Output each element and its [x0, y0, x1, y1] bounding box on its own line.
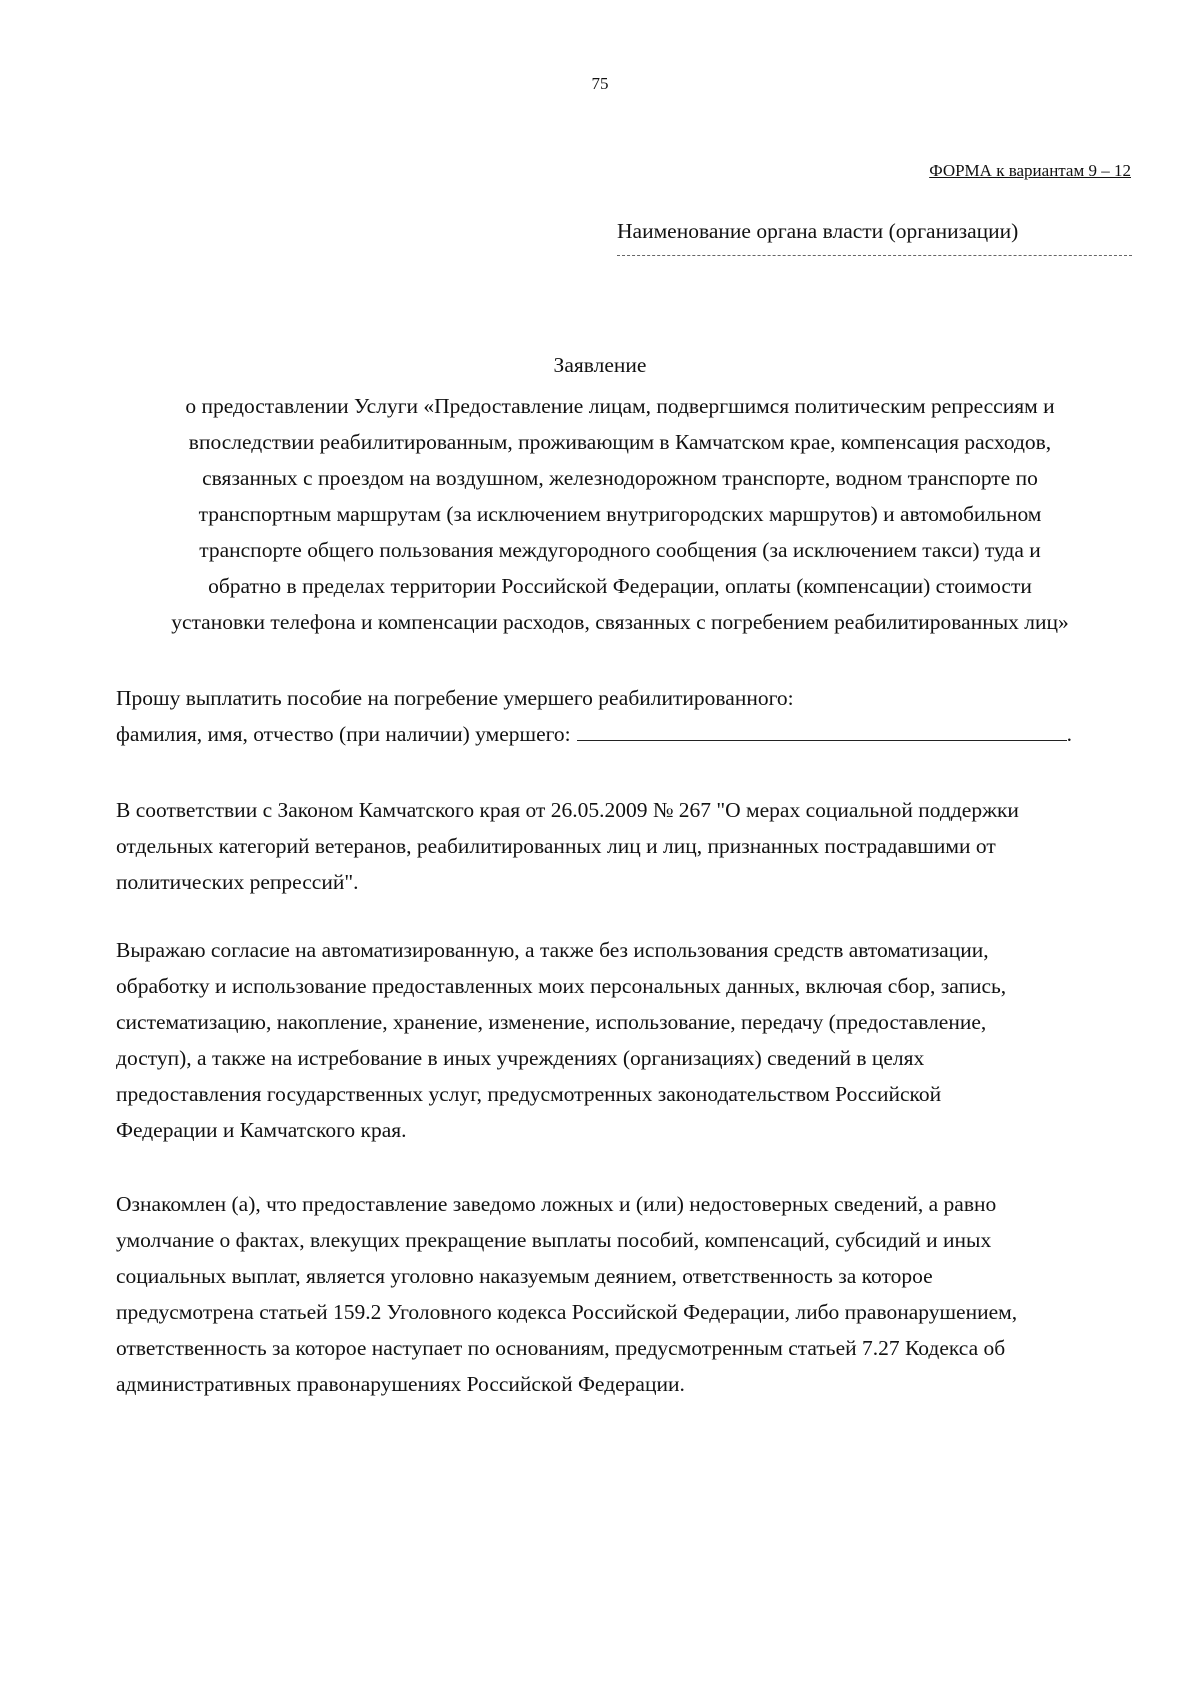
- paragraph-line: предоставления государственных услуг, предусмотренных законодательством Российской: [116, 1082, 942, 1106]
- subject-line: транспортным маршрутам (за исключением внутригородских маршрутов) и автомобильном: [198, 502, 1042, 526]
- awareness-paragraph: [116, 1186, 1146, 1402]
- deceased-name-label: фамилия, имя, отчество (при наличии) умершего:: [116, 722, 571, 746]
- page-number: 75: [591, 74, 609, 93]
- subject-line: установки телефона и компенсации расходов, связанных с погребением реабилитированных лиц»: [171, 610, 1069, 634]
- subject-line: о предоставлении Услуги «Предоставление лицам, подвергшимся политическим репрессиям и: [185, 394, 1055, 418]
- authority-fill-line[interactable]: [617, 254, 1132, 256]
- deceased-name-row: [116, 716, 1146, 752]
- authority-block: [617, 219, 1132, 256]
- law-paragraph: [116, 792, 1146, 900]
- paragraph-line: социальных выплат, является уголовно наказуемым деянием, ответственность за которое: [116, 1264, 933, 1288]
- subject-line: связанных с проездом на воздушном, железнодорожном транспорте, водном транспорте по: [202, 466, 1038, 490]
- paragraph-line: отдельных категорий ветеранов, реабилитированных лиц и лиц, признанных пострадавшими от: [116, 834, 996, 858]
- paragraph-line: Выражаю согласие на автоматизированную, а также без использования средств автоматизации,: [116, 938, 989, 962]
- service-subject: [100, 388, 1140, 640]
- authority-title: Наименование органа власти (организации): [617, 219, 1019, 243]
- paragraph-line: умолчание о фактах, влекущих прекращение выплаты пособий, компенсаций, субсидий и иных: [116, 1228, 992, 1252]
- paragraph-line: политических репрессий".: [116, 870, 359, 894]
- subject-line: транспорте общего пользования междугородного сообщения (за исключением такси) туда и: [199, 538, 1041, 562]
- paragraph-line: предусмотрена статьей 159.2 Уголовного кодекса Российской Федерации, либо правонарушением,: [116, 1300, 1018, 1324]
- paragraph-line: В соответствии с Законом Камчатского края от 26.05.2009 № 267 "О мерах социальной поддержки: [116, 798, 1019, 822]
- paragraph-line: систематизацию, накопление, хранение, изменение, использование, передачу (предоставление,: [116, 1010, 987, 1034]
- paragraph-line: Ознакомлен (а), что предоставление заведомо ложных и (или) недостоверных сведений, а равно: [116, 1192, 997, 1216]
- request-block: [116, 680, 1146, 752]
- subject-line: впоследствии реабилитированным, проживающим в Камчатском крае, компенсация расходов,: [188, 430, 1052, 454]
- consent-paragraph: [116, 932, 1146, 1148]
- paragraph-line: административных правонарушениях Российской Федерации.: [116, 1372, 685, 1396]
- deceased-name-end: .: [1066, 722, 1073, 746]
- form-label: ФОРМА к вариантам 9 – 12: [929, 161, 1131, 180]
- paragraph-line: доступ), а также на истребование в иных учреждениях (организациях) сведений в целях: [116, 1046, 925, 1070]
- paragraph-line: обработку и использование предоставленных моих персональных данных, включая сбор, запись,: [116, 974, 1007, 998]
- deceased-name-field[interactable]: [577, 718, 1067, 741]
- paragraph-line: ответственность за которое наступает по основаниям, предусмотренным статьей 7.27 Кодекса об: [116, 1336, 1006, 1360]
- paragraph-line: Федерации и Камчатского края.: [116, 1118, 407, 1142]
- request-line: Прошу выплатить пособие на погребение умершего реабилитированного:: [116, 686, 794, 710]
- subject-line: обратно в пределах территории Российской Федерации, оплаты (компенсации) стоимости: [208, 574, 1032, 598]
- document-heading: Заявление: [553, 353, 647, 377]
